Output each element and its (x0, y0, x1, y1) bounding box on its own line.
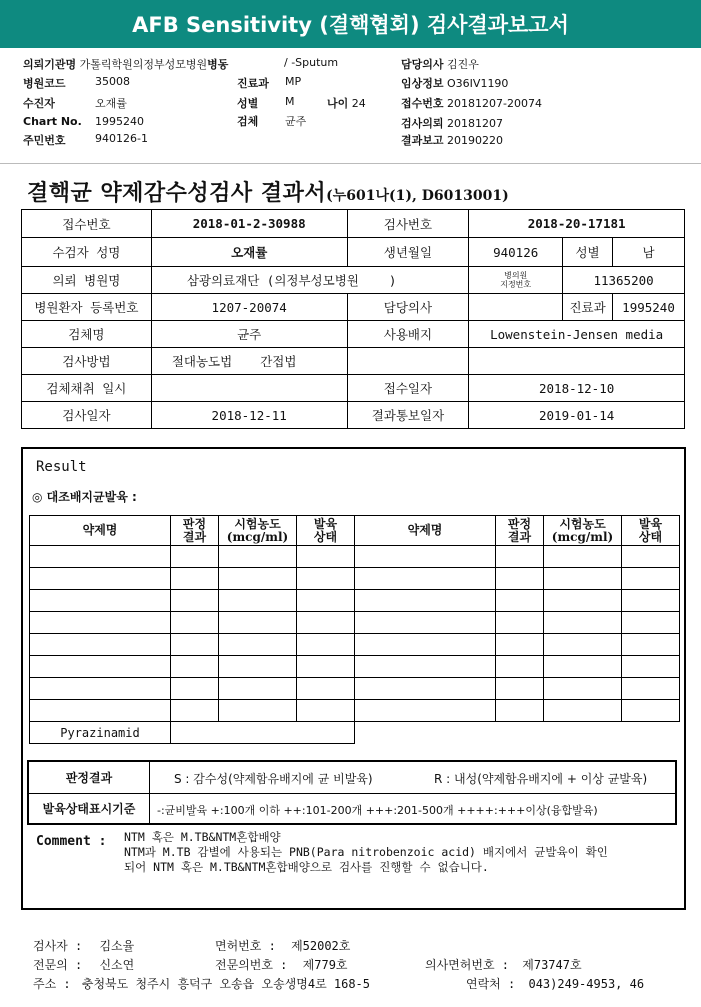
comment-line: NTM과 M.TB 감별에 사용되는 PNB(Para nitrobenzoic acid) 배지에서 균발육이 확인 (124, 845, 608, 859)
chart-label: Chart No. (23, 115, 82, 128)
drug-cell (171, 612, 219, 634)
cell-label: 성별 (563, 238, 613, 267)
drug-cell (171, 722, 355, 744)
cell-label: 병원환자 등록번호 (22, 294, 152, 321)
cell-label: 접수일자 (347, 375, 469, 402)
drug-cell (297, 656, 355, 678)
drug-cell (30, 612, 171, 634)
drug-cell (219, 656, 297, 678)
drug-cell (622, 656, 680, 678)
clinical-value: O36IV1190 (447, 77, 509, 90)
drug-row (30, 546, 680, 568)
drug-cell (496, 612, 544, 634)
header-line: 판정 (507, 516, 532, 531)
cell-value (151, 267, 468, 294)
control-growth-subhead: ◎ 대조배지균발육 : (32, 490, 137, 504)
contact-label: 연락처 : (466, 977, 516, 991)
drug-row (30, 590, 680, 612)
cell-value (151, 375, 347, 402)
cell-value: 11365200 (563, 267, 685, 294)
comment-line: 되어 NTM 혹은 M.TB&NTM혼합배양으로 검사를 진행할 수 없습니다. (124, 860, 489, 874)
drug-cell (297, 590, 355, 612)
info-table (21, 209, 685, 429)
license-label: 면허번호 : (215, 939, 276, 953)
header-line: 시험농도 (559, 516, 606, 531)
info-row (22, 267, 685, 294)
report-value: 20190220 (447, 134, 504, 147)
judge-legend-s: S : 감수성(약제함유배지에 균 비발육) (174, 772, 373, 786)
cell-value: 1995240 (613, 294, 685, 321)
ward-label: 병동 (207, 58, 229, 71)
drug-cell (171, 678, 219, 700)
specialist-label: 전문의 : (33, 958, 83, 972)
doctor-license-row (425, 956, 582, 973)
header-line: 발육 (638, 516, 663, 531)
cell-label: 검체명 (22, 321, 152, 348)
drug-cell (30, 546, 171, 568)
drug-cell (171, 568, 219, 590)
info-row (22, 321, 685, 348)
info-row (22, 348, 685, 375)
institution-value: 가톨릭학원의정부성모병원 (79, 58, 208, 71)
drug-cell (622, 568, 680, 590)
hospital-name: 삼광의료재단 (의정부성모병원 (186, 273, 359, 288)
spec-license-value: 제779호 (302, 958, 348, 972)
address-value: 충청북도 청주시 흥덕구 오송읍 오송생명4로 168-5 (81, 977, 371, 991)
col-concentration (219, 516, 297, 546)
drug-cell (297, 568, 355, 590)
clinical-label: 임상정보 (401, 77, 444, 90)
col-drug: 약제명 (355, 516, 496, 546)
growth-legend-text: -:균비발육 +:100개 이하 ++:101-200개 +++:201-500개 ++++:+++이상(융합발육) (157, 804, 598, 817)
drug-cell (544, 678, 622, 700)
cell-label: 진료과 (563, 294, 613, 321)
request-value: 20181207 (447, 117, 504, 130)
patient-value: 오재률 (95, 97, 127, 110)
hospital-code-value: 35008 (95, 75, 130, 88)
hospital-name-close: ) (388, 273, 397, 288)
drug-row (30, 612, 680, 634)
dept-label: 진료과 (237, 77, 269, 90)
drug-cell (297, 700, 355, 722)
cell-label: 수검자 성명 (22, 238, 152, 267)
drug-name-cell: Pyrazinamid (30, 722, 171, 744)
cell-label: 접수번호 (22, 210, 152, 238)
drug-cell (622, 634, 680, 656)
doctor-value: 김진우 (447, 58, 479, 71)
drug-cell (219, 700, 297, 722)
receipt-value: 20181207-20074 (447, 97, 542, 110)
patient-label: 수진자 (23, 97, 55, 110)
drug-cell (219, 678, 297, 700)
drug-cell (544, 568, 622, 590)
cell-value: 2019-01-14 (469, 402, 685, 429)
header-line: 상태 (638, 529, 663, 544)
doctor-license-label: 의사면허번호 : (425, 958, 510, 972)
rrn-label: 주민번호 (23, 134, 66, 147)
cell-label: 생년월일 (347, 238, 469, 267)
drug-cell (219, 546, 297, 568)
cell-value: 2018-12-10 (469, 375, 685, 402)
cell-empty (469, 348, 685, 375)
drug-cell (171, 700, 219, 722)
footer-line-3 (33, 975, 370, 992)
col-growth (622, 516, 680, 546)
info-row (22, 294, 685, 321)
drug-row (30, 656, 680, 678)
receipt-label: 접수번호 (401, 97, 444, 110)
judge-legend-label: 판정결과 (29, 762, 150, 793)
drug-cell-blank (355, 722, 680, 744)
drug-cell (30, 678, 171, 700)
specimen-value: 균주 (285, 115, 307, 128)
divider (0, 163, 701, 164)
cell-empty (347, 348, 469, 375)
license-row (215, 937, 350, 954)
growth-legend-label: 발육상태표시기준 (29, 794, 150, 823)
drug-cell (355, 656, 496, 678)
method-2: 간접법 (260, 354, 297, 369)
comment-line: NTM 혹은 M.TB&NTM혼합배양 (124, 830, 281, 844)
specialist-value: 신소연 (99, 958, 135, 972)
age-value: 24 (351, 97, 366, 110)
drug-cell (355, 612, 496, 634)
drug-result-table (29, 515, 680, 744)
cell-value: Lowenstein-Jensen media (469, 321, 685, 348)
spec-license-row (215, 956, 348, 973)
cell-label-line: 병의원 (504, 271, 528, 280)
contact-value: 043)249-4953, 46 (528, 977, 645, 991)
info-row (22, 402, 685, 429)
drug-cell (355, 634, 496, 656)
header-line: 상태 (313, 529, 338, 544)
doctor-label: 담당의사 (401, 58, 444, 71)
drug-cell (171, 590, 219, 612)
request-label: 검사의뢰 (401, 117, 444, 130)
age-label: 나이 (327, 97, 349, 110)
drug-row (30, 634, 680, 656)
drug-cell (355, 590, 496, 612)
drug-cell (355, 546, 496, 568)
drug-cell (355, 700, 496, 722)
drug-row (30, 700, 680, 722)
cell-value: 오재률 (151, 238, 347, 267)
drug-row (30, 568, 680, 590)
cell-value (469, 294, 563, 321)
drug-cell (496, 634, 544, 656)
header-line: 결과 (507, 529, 532, 544)
drug-cell (496, 656, 544, 678)
report-banner-title: AFB Sensitivity (결핵협회) 검사결과보고서 (0, 0, 701, 48)
drug-cell (219, 612, 297, 634)
footer-line-1 (33, 937, 134, 954)
col-judgement (496, 516, 544, 546)
drug-cell (297, 546, 355, 568)
drug-cell (30, 568, 171, 590)
drug-cell (544, 700, 622, 722)
cell-value: 2018-20-17181 (469, 210, 685, 238)
drug-cell (622, 700, 680, 722)
info-row (22, 375, 685, 402)
cell-value (151, 348, 347, 375)
drug-cell (355, 678, 496, 700)
header-line: (mcg/ml) (226, 529, 289, 544)
sex-label: 성별 (237, 97, 259, 110)
result-label: Result (36, 459, 87, 475)
drug-cell (30, 590, 171, 612)
chart-value: 1995240 (95, 115, 144, 128)
header-line: 시험농도 (234, 516, 281, 531)
cell-label: 담당의사 (347, 294, 469, 321)
ward-value: / -Sputum (284, 56, 339, 69)
drug-cell (622, 678, 680, 700)
contact-row (466, 975, 644, 992)
drug-cell (355, 568, 496, 590)
cell-label-line: 지정번호 (500, 280, 532, 289)
cell-value: 균주 (151, 321, 347, 348)
dept-value: MP (285, 75, 302, 88)
cell-value: 2018-12-11 (151, 402, 347, 429)
document-title-text: 결핵균 약제감수성검사 결과서 (27, 180, 327, 206)
drug-cell (171, 634, 219, 656)
col-growth (297, 516, 355, 546)
cell-label: 검사일자 (22, 402, 152, 429)
inspector-label: 검사자 : (33, 939, 83, 953)
drug-cell (30, 634, 171, 656)
spec-license-label: 전문의번호 : (215, 958, 288, 972)
drug-cell (219, 590, 297, 612)
footer-line-2 (33, 956, 134, 973)
drug-cell (496, 568, 544, 590)
drug-cell (219, 568, 297, 590)
drug-cell (30, 656, 171, 678)
drug-cell (496, 590, 544, 612)
drug-cell (622, 546, 680, 568)
cell-label: 검체채취 일시 (22, 375, 152, 402)
comment-label: Comment : (36, 834, 107, 849)
drug-cell (297, 634, 355, 656)
cell-label: 의뢰 병원명 (22, 267, 152, 294)
drug-cell (544, 546, 622, 568)
cell-label (469, 267, 563, 294)
document-title (27, 176, 509, 207)
header-line: (mcg/ml) (551, 529, 614, 544)
comment-text (124, 830, 608, 875)
cell-label: 검사방법 (22, 348, 152, 375)
col-judgement (171, 516, 219, 546)
drug-cell (544, 612, 622, 634)
rrn-value: 940126-1 (95, 132, 148, 145)
info-row (22, 210, 685, 238)
drug-cell (30, 700, 171, 722)
specimen-label: 검체 (237, 115, 259, 128)
cell-value: 2018-01-2-30988 (151, 210, 347, 238)
cell-label: 사용배지 (347, 321, 469, 348)
method-1: 절대농도법 (171, 354, 233, 369)
drug-cell (496, 700, 544, 722)
inspector-value: 김소율 (99, 939, 135, 953)
drug-row (30, 722, 680, 744)
header-line: 발육 (313, 516, 338, 531)
header-line: 결과 (182, 529, 207, 544)
sex-value: M (285, 95, 295, 108)
col-concentration (544, 516, 622, 546)
document-code: (누601나(1), D6013001) (326, 188, 509, 204)
drug-row (30, 678, 680, 700)
cell-value: 남 (613, 238, 685, 267)
legend-box (27, 760, 677, 825)
judge-legend-r: R : 내성(약제함유배지에 + 이상 균발육) (434, 772, 648, 786)
drug-cell (544, 656, 622, 678)
institution-label: 의뢰기관명 (23, 58, 77, 71)
drug-cell (171, 656, 219, 678)
drug-cell (297, 612, 355, 634)
cell-label: 결과통보일자 (347, 402, 469, 429)
cell-value: 1207-20074 (151, 294, 347, 321)
drug-table-header (30, 516, 680, 546)
license-value: 제52002호 (291, 939, 351, 953)
report-label: 결과보고 (401, 134, 444, 147)
drug-cell (297, 678, 355, 700)
drug-cell (219, 634, 297, 656)
drug-cell (496, 546, 544, 568)
doctor-license-value: 제73747호 (522, 958, 582, 972)
drug-cell (496, 678, 544, 700)
drug-cell (171, 546, 219, 568)
info-row (22, 238, 685, 267)
address-label: 주소 : (33, 977, 71, 991)
header-line: 판정 (182, 516, 207, 531)
hospital-code-label: 병원코드 (23, 77, 66, 90)
drug-cell (544, 634, 622, 656)
cell-label: 검사번호 (347, 210, 469, 238)
drug-cell (544, 590, 622, 612)
drug-cell (622, 612, 680, 634)
drug-cell (622, 590, 680, 612)
col-drug: 약제명 (30, 516, 171, 546)
cell-value: 940126 (469, 238, 563, 267)
